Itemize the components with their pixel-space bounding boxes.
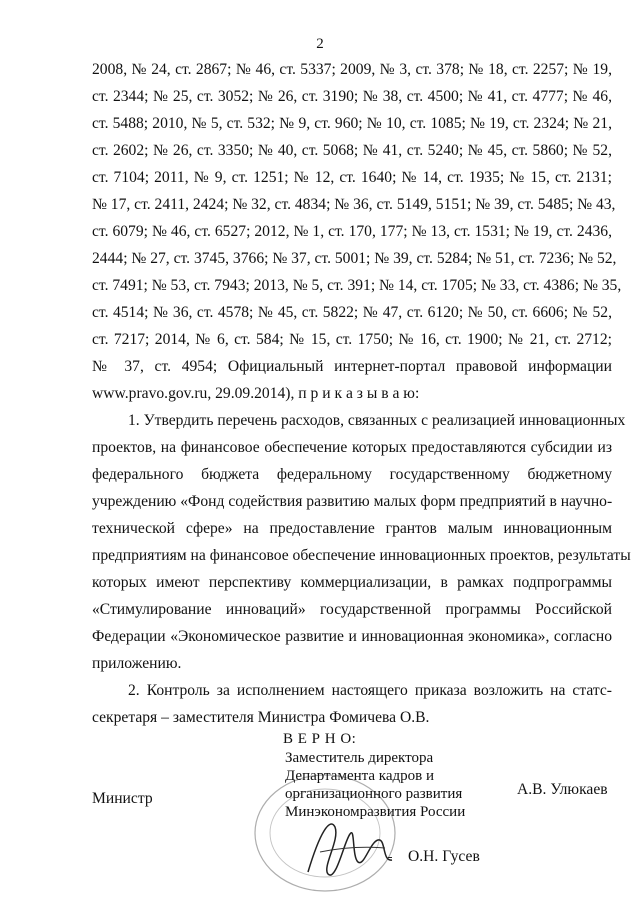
body-line: www.pravo.gov.ru, 29.09.2014), п р и к а з ы в а ю: (92, 385, 420, 402)
para1-line: приложению. (92, 655, 182, 672)
para1-line: технической сфере» на предоставление грантов малым инновационным (92, 520, 612, 537)
body-line: ст. 6079; № 46, ст. 6527; 2012, № 1, ст. 170, 177; № 13, ст. 1531; № 19, ст. 2436, (92, 223, 612, 240)
verification-line: Заместитель директора (285, 750, 434, 766)
para2-line: секретаря – заместителя Министра Фомичева О.В. (92, 709, 430, 726)
body-line: № 37, ст. 4954; Официальный интернет-портал правовой информации (92, 358, 612, 375)
body-line: ст. 2602; № 26, ст. 3350; № 40, ст. 5068; № 41, ст. 5240; № 45, ст. 5860; № 52, (92, 142, 612, 159)
para1-line: 1. Утвердить перечень расходов, связанных с реализацией инновационных (128, 412, 626, 429)
body-line: ст. 2344; № 25, ст. 3052; № 26, ст. 3190; № 38, ст. 4500; № 41, ст. 4777; № 46, (92, 88, 612, 105)
body-line: ст. 7217; 2014, № 6, ст. 584; № 15, ст. 1750; № 16, ст. 1900; № 21, ст. 2712; (92, 331, 612, 348)
para1-line: федерального бюджета федеральному государственному бюджетному (92, 466, 612, 483)
para1-line: проектов, на финансовое обеспечение которых предоставляются субсидии из (92, 439, 612, 456)
para1-line: учреждению «Фонд содействия развитию малых форм предприятий в научно- (92, 493, 613, 510)
para1-line: Федерации «Экономическое развитие и инновационная экономика», согласно (92, 628, 612, 645)
para1-line: которых имеют перспективу коммерциализации, в рамках подпрограммы (92, 574, 612, 591)
body-line: ст. 7104; 2011, № 9, ст. 1251; № 12, ст. 1640; № 14, ст. 1935; № 15, ст. 2131; (92, 169, 612, 186)
verification-line: Минэкономразвития России (285, 804, 466, 820)
signer-underline (388, 857, 392, 858)
para1-line: «Стимулирование инноваций» государственной программы Российской (92, 601, 612, 618)
para1-line: предприятиям на финансовое обеспечение инновационных проектов, результаты (92, 547, 631, 564)
body-line: ст. 5488; 2010, № 5, ст. 532; № 9, ст. 960; № 10, ст. 1085; № 19, ст. 2324; № 21, (92, 115, 612, 132)
body-line: № 17, ст. 2411, 2424; № 32, ст. 4834; № 36, ст. 5149, 5151; № 39, ст. 5485; № 43, (92, 196, 616, 213)
minister-name: А.В. Улюкаев (517, 781, 608, 798)
verification-signer: О.Н. Гусев (408, 848, 480, 865)
page-number: 2 (316, 36, 324, 52)
minister-role: Министр (92, 790, 153, 807)
body-line: 2444; № 27, ст. 3745, 3766; № 37, ст. 5001; № 39, ст. 5284; № 51, ст. 7236; № 52, (92, 250, 617, 267)
verification-line: организационного развития (285, 786, 463, 802)
body-line: ст. 4514; № 36, ст. 4578; № 45, ст. 5822; № 47, ст. 6120; № 50, ст. 6606; № 52, (92, 304, 612, 321)
verification-line: Департамента кадров и (285, 768, 434, 784)
body-line: ст. 7491; № 53, ст. 7943; 2013, № 5, ст. 391; № 14, ст. 1705; № 33, ст. 4386; № 35, (92, 277, 622, 294)
handwritten-signature-icon (300, 812, 400, 882)
verification-heading: В Е Р Н О: (283, 731, 357, 747)
body-line: 2008, № 24, ст. 2867; № 46, ст. 5337; 2009, № 3, ст. 378; № 18, ст. 2257; № 19, (92, 61, 612, 78)
para2-line: 2. Контроль за исполнением настоящего приказа возложить на статс- (128, 682, 612, 699)
